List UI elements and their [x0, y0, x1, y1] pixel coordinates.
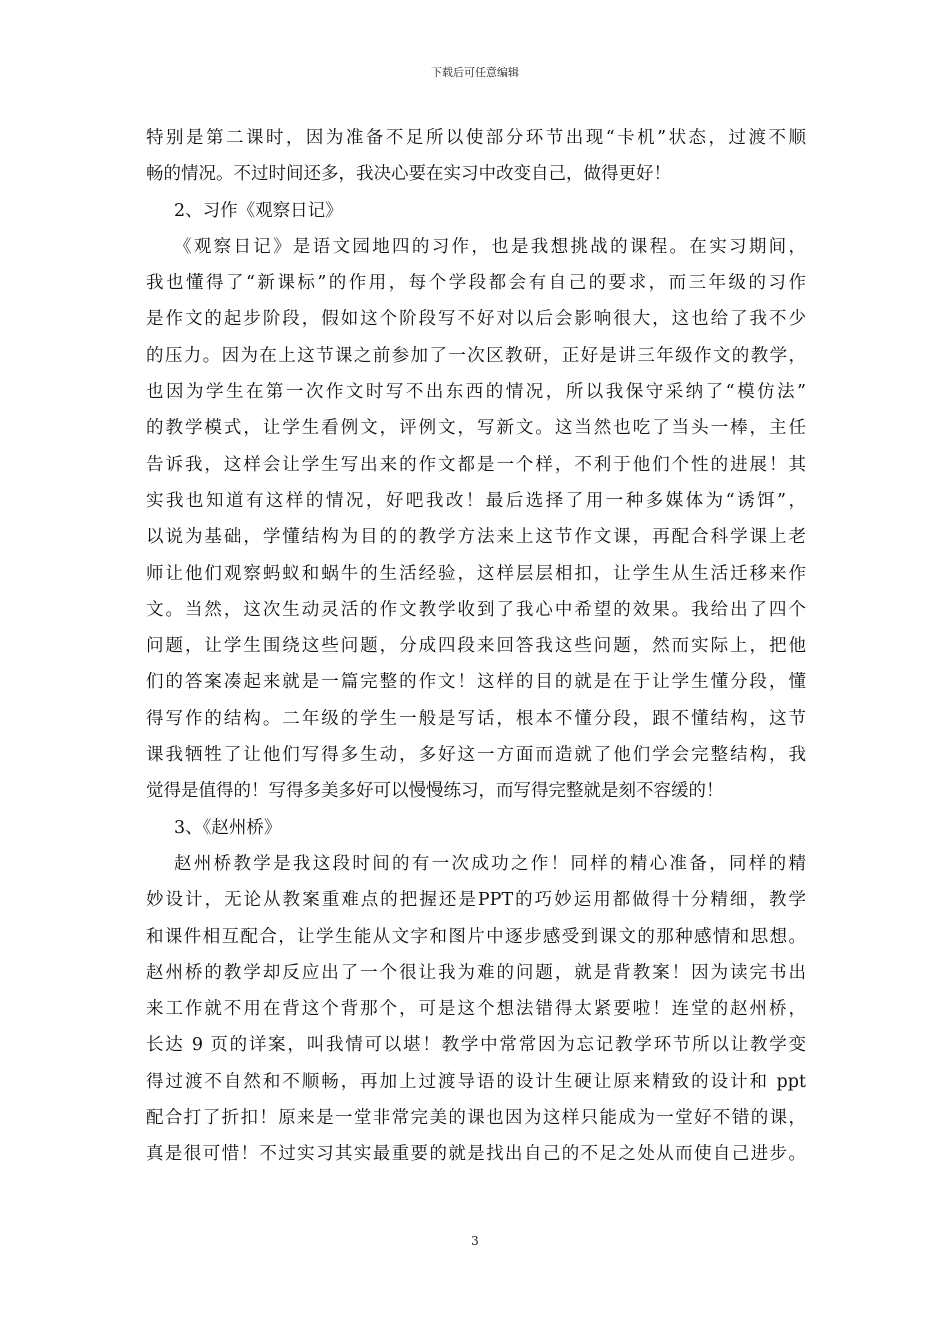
text-line: 赵州桥教学是我这段时间的有一次成功之作！同样的精心准备，同样的精	[174, 853, 806, 874]
text-line: 配合打了折扣！原来是一堂非常完美的课也因为这样只能成为一堂好不错的课，	[146, 1108, 806, 1129]
text-line: 特别是第二课时，因为准备不足所以使部分环节出现“卡机”状态，过渡不顺	[146, 128, 806, 148]
page-header: 下载后可任意编辑	[431, 66, 519, 79]
text-line: 长达 9 页的详案，叫我情可以堪！教学中常常因为忘记教学环节所以让教学变	[146, 1035, 806, 1056]
text-line: 告诉我，这样会让学生写出来的作文都是一个样，不利于他们个性的进展！其	[146, 454, 806, 475]
document-body	[146, 120, 806, 1173]
text-line: 来工作就不用在背这个背那个，可是这个想法错得太紧要啦！连堂的赵州桥，	[146, 999, 806, 1020]
page-number: 3	[471, 1234, 479, 1248]
text-line: 是作文的起步阶段，假如这个阶段写不好对以后会影响很大，这也给了我不少	[146, 309, 806, 330]
text-line: 得过渡不自然和不顺畅，再加上过渡导语的设计生硬让原来精致的设计和 ppt	[146, 1071, 806, 1092]
text-line: 我也懂得了“新课标”的作用，每个学段都会有自己的要求，而三年级的习作	[146, 273, 806, 294]
text-line: 《观察日记》是语文园地四的习作，也是我想挑战的课程。在实习期间，	[174, 236, 806, 257]
text-line: 3、《赵州桥》	[174, 817, 282, 838]
text-line: 文。当然，这次生动灵活的作文教学收到了我心中希望的效果。我给出了四个	[146, 599, 806, 620]
text-line: 妙设计，无论从教案重难点的把握还是PPT的巧妙运用都做得十分精细，教学	[146, 890, 806, 911]
text-line: 真是很可惜！不过实习其实最重要的就是找出自己的不足之处从而使自己进步。	[146, 1144, 806, 1165]
text-line: 得写作的结构。二年级的学生一般是写话，根本不懂分段，跟不懂结构，这节	[146, 708, 806, 729]
text-line: 师让他们观察蚂蚁和蜗牛的生活经验，这样层层相扣，让学生从生活迁移来作	[146, 563, 806, 584]
text-line: 2、习作《观察日记》	[174, 200, 343, 221]
text-line: 畅的情况。不过时间还多，我决心要在实习中改变自己，做得更好！	[146, 164, 671, 185]
text-line: 的教学模式，让学生看例文，评例文，写新文。这当然也吃了当头一棒，主任	[146, 418, 806, 439]
text-line: 问题，让学生围绕这些问题，分成四段来回答我这些问题，然而实际上，把他	[146, 636, 806, 657]
text-line: 和课件相互配合，让学生能从文字和图片中逐步感受到课文的那种感情和思想。	[146, 926, 806, 947]
text-line: 赵州桥的教学却反应出了一个很让我为难的问题，就是背教案！因为读完书出	[146, 962, 806, 983]
text-line: 实我也知道有这样的情况，好吧我改！最后选择了用一种多媒体为“诱饵”，	[146, 490, 806, 511]
text-line: 们的答案凑起来就是一篇完整的作文！这样的目的就是在于让学生懂分段，懂	[146, 672, 806, 693]
text-line: 以说为基础，学懂结构为目的的教学方法来上这节作文课，再配合科学课上老	[146, 527, 806, 548]
text-line: 课我牺牲了让他们写得多生动，多好这一方面而造就了他们学会完整结构，我	[146, 745, 806, 766]
text-line: 觉得是值得的！写得多美多好可以慢慢练习，而写得完整就是刻不容缓的！	[146, 781, 724, 802]
text-line: 的压力。因为在上这节课之前参加了一次区教研，正好是讲三年级作文的教学，	[146, 345, 806, 366]
text-line: 也因为学生在第一次作文时写不出东西的情况，所以我保守采纳了“模仿法”	[146, 382, 806, 403]
